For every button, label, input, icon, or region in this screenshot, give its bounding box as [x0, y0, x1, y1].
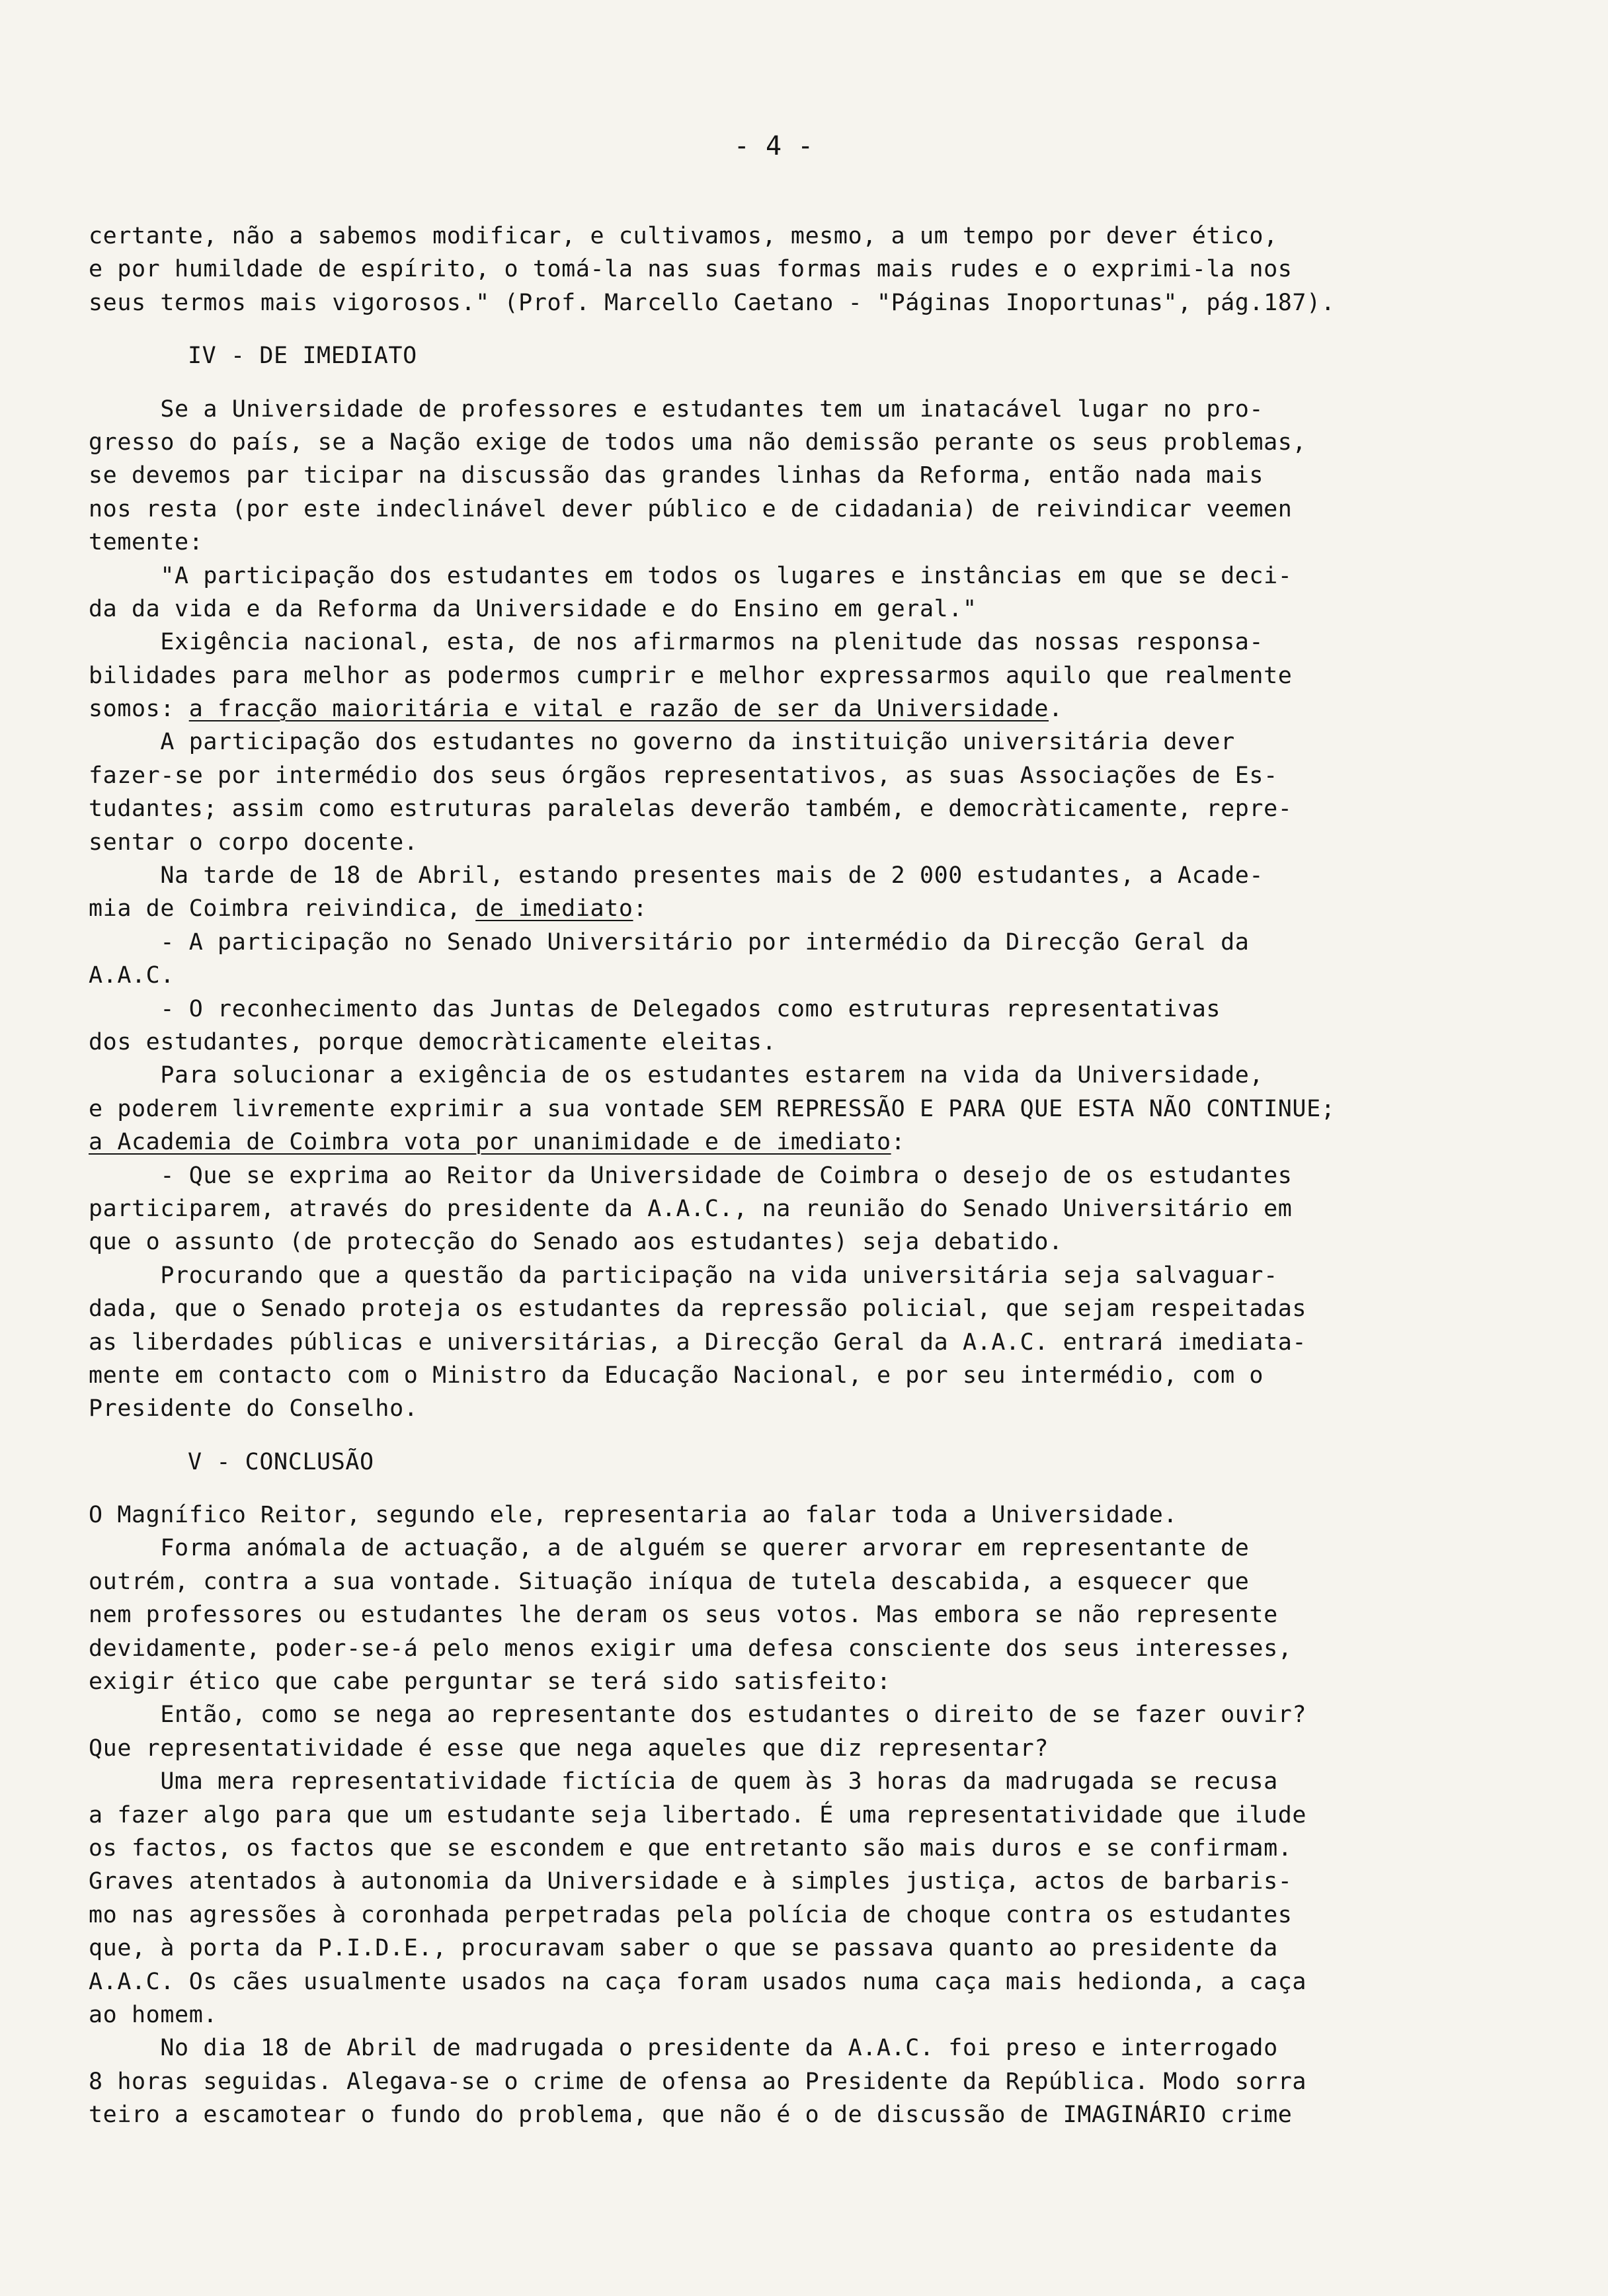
- paragraph-gap: [89, 1479, 1504, 1498]
- text-line: certante, não a sabemos modificar, e cultivamos, mesmo, a um tempo por dever ético,: [89, 223, 1278, 249]
- text-line: que, à porta da P.I.D.E., procuravam saber o que se passava quanto ao presidente da: [89, 1935, 1278, 1962]
- text-line: Exigência nacional, esta, de nos afirmarmos na plenitude das nossas responsa-: [89, 629, 1264, 656]
- text-line: Graves atentados à autonomia da Universidade e à simples justiça, actos de barbaris-: [89, 1868, 1293, 1895]
- text-line: "A participação dos estudantes em todos os lugares e instâncias em que se deci-: [89, 562, 1293, 589]
- text-line: tudantes; assim como estruturas paralelas deverão também, e democràticamente, repre-: [89, 796, 1293, 823]
- text-line: participarem, através do presidente da A.A.C., na reunião do Senado Universitário em: [89, 1195, 1293, 1222]
- text-line: se devemos par ticipar na discussão das grandes linhas da Reforma, então nada mais: [89, 462, 1264, 489]
- text-line: Que representatividade é esse que nega aqueles que diz representar?: [89, 1735, 1049, 1762]
- text-line: Se a Universidade de professores e estudantes tem um inatacável lugar no pro-: [89, 395, 1264, 423]
- text-line: mo nas agressões à coronhada perpetradas pela polícia de choque contra os estudantes: [89, 1901, 1293, 1928]
- text-line: Forma anómala de actuação, a de alguém se querer arvorar em representante de: [89, 1535, 1250, 1562]
- underlined-text: a fracção maioritária e vital e razão de ser da Universidade: [188, 696, 1049, 723]
- text-line: teiro a escamotear o fundo do problema, que não é o de discussão de IMAGINÁRIO crime: [89, 2102, 1293, 2129]
- text-line: da da vida e da Reforma da Universidade e do Ensino em geral.": [89, 595, 977, 622]
- text-line: A.A.C. Os cães usualmente usados na caça foram usados numa caça mais hedionda, a caça: [89, 1968, 1307, 1995]
- text-line: temente:: [89, 529, 204, 556]
- paragraph-gap: [89, 373, 1504, 393]
- text-line: Procurando que a questão da participação na vida universitária seja salvaguar-: [89, 1262, 1278, 1289]
- text-line: e por humildade de espírito, o tomá-la nas suas formas mais rudes e o exprimi-la nos: [89, 256, 1293, 283]
- text-line: - Que se exprima ao Reitor da Universidade de Coimbra o desejo de os estudantes: [89, 1162, 1293, 1189]
- text-line: - A participação no Senado Universitário por intermédio da Direcção Geral da: [89, 928, 1250, 956]
- text-line: Presidente do Conselho.: [89, 1395, 419, 1422]
- text-line: fazer-se por intermédio dos seus órgãos representativos, as suas Associações de Es-: [89, 762, 1278, 789]
- text-line: dos estudantes, porque democràticamente eleitas.: [89, 1028, 777, 1055]
- document-body: [89, 220, 1504, 2131]
- paragraph-gap: [89, 319, 1504, 339]
- text-line: Uma mera representatividade fictícia de quem às 3 horas da madrugada se recusa: [89, 1768, 1278, 1795]
- underlined-text: de imediato: [475, 895, 633, 922]
- text-line: O Magnífico Reitor, segundo ele, representaria ao falar toda a Universidade.: [89, 1502, 1178, 1529]
- text-line: e poderem livremente exprimir a sua vontade SEM REPRESSÃO E PARA QUE ESTA NÃO CONTINUE;: [89, 1095, 1336, 1122]
- text-line: bilidades para melhor as podermos cumprir e melhor expressarmos aquilo que realmente: [89, 662, 1293, 689]
- text-line: somos: a fracção maioritária e vital e razão de ser da Universidade.: [89, 696, 1063, 723]
- text-line: as liberdades públicas e universitárias, a Direcção Geral da A.A.C. entrará imediata-: [89, 1329, 1307, 1356]
- text-line: a fazer algo para que um estudante seja libertado. É uma representatividade que ilude: [89, 1801, 1307, 1828]
- text-line: No dia 18 de Abril de madrugada o presidente da A.A.C. foi preso e interrogado: [89, 2035, 1278, 2062]
- text-line: nem professores ou estudantes lhe deram os seus votos. Mas embora se não represente: [89, 1602, 1278, 1629]
- section-heading: V - CONCLUSÃO: [188, 1448, 374, 1475]
- text-line: sentar o corpo docente.: [89, 829, 419, 856]
- page-number: - 4 -: [733, 131, 814, 161]
- text-line: outrém, contra a sua vontade. Situação iníqua de tutela descabida, a esquecer que: [89, 1568, 1250, 1595]
- text-line: dada, que o Senado proteja os estudantes da repressão policial, que sejam respeitadas: [89, 1295, 1307, 1323]
- underlined-text: a Academia de Coimbra vota por unanimidade e de imediato: [89, 1129, 891, 1156]
- text-line: A participação dos estudantes no governo da instituição universitária dever: [89, 729, 1235, 756]
- text-line: 8 horas seguidas. Alegava-se o crime de ofensa ao Presidente da República. Modo sorra: [89, 2068, 1307, 2095]
- text-line: que o assunto (de protecção do Senado aos estudantes) seja debatido.: [89, 1229, 1063, 1256]
- text-line: Então, como se nega ao representante dos estudantes o direito de se fazer ouvir?: [89, 1702, 1307, 1729]
- text-line: mia de Coimbra reivindica, de imediato:: [89, 895, 648, 922]
- section-heading: IV - DE IMEDIATO: [188, 343, 417, 370]
- text-line: ao homem.: [89, 2001, 218, 2028]
- text-line: os factos, os factos que se escondem e que entretanto são mais duros e se confirmam.: [89, 1834, 1293, 1862]
- text-line: - O reconhecimento das Juntas de Delegados como estruturas representativas: [89, 995, 1221, 1022]
- text-line: a Academia de Coimbra vota por unanimidade e de imediato:: [89, 1129, 906, 1156]
- text-line: nos resta (por este indeclinável dever público e de cidadania) de reivindicar veemen: [89, 495, 1293, 522]
- text-line: Na tarde de 18 de Abril, estando presentes mais de 2 000 estudantes, a Acade-: [89, 862, 1264, 889]
- text-line: gresso do país, se a Nação exige de todos uma não demissão perante os seus problemas,: [89, 429, 1307, 456]
- text-line: exigir ético que cabe perguntar se terá sido satisfeito:: [89, 1668, 891, 1696]
- text-line: Para solucionar a exigência de os estudantes estarem na vida da Universidade,: [89, 1062, 1264, 1089]
- text-line: A.A.C.: [89, 962, 175, 989]
- text-line: devidamente, poder-se-á pelo menos exigir uma defesa consciente dos seus interesses,: [89, 1635, 1293, 1662]
- text-line: mente em contacto com o Ministro da Educação Nacional, e por seu intermédio, com o: [89, 1362, 1264, 1389]
- paragraph-gap: [89, 1426, 1504, 1446]
- text-line: seus termos mais vigorosos." (Prof. Marcello Caetano - "Páginas Inoportunas", pág.187).: [89, 289, 1336, 316]
